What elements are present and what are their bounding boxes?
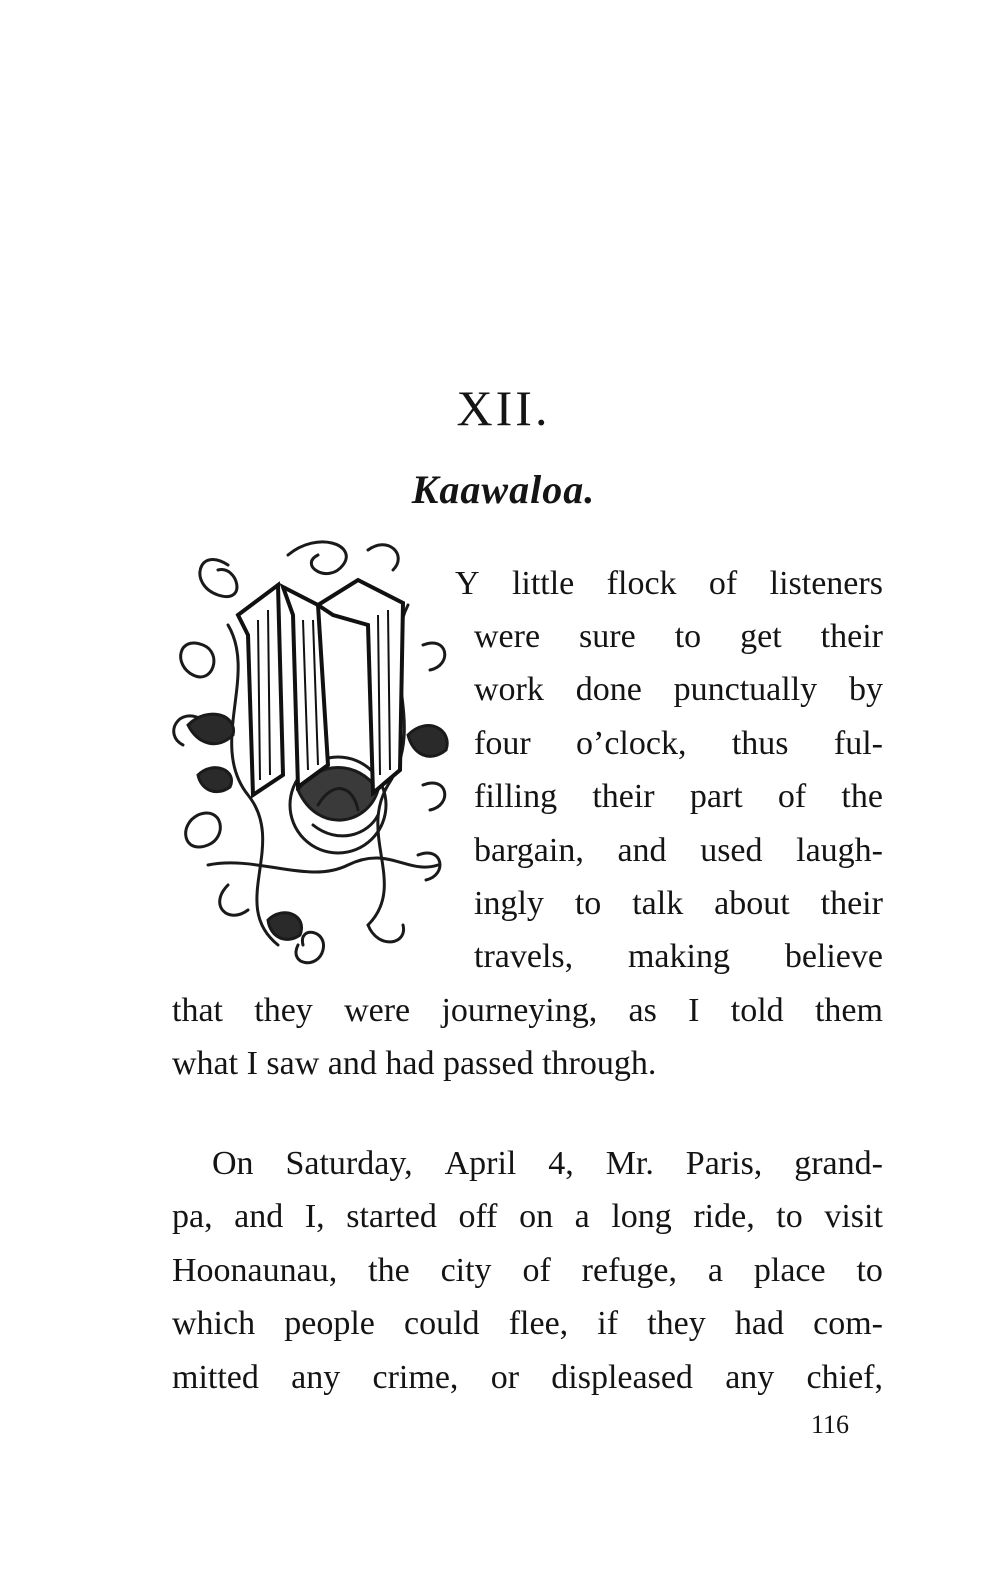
word: filling <box>474 778 558 815</box>
word: chief, <box>806 1359 883 1396</box>
word: travels, <box>474 938 574 975</box>
word: a <box>574 1198 590 1235</box>
text-line <box>474 935 883 979</box>
word: of <box>522 1252 551 1289</box>
word: flee, <box>508 1305 569 1342</box>
word: about <box>714 885 790 922</box>
word: place <box>753 1252 826 1289</box>
text-line <box>474 829 883 873</box>
word: or <box>490 1359 520 1396</box>
word: ful- <box>833 725 883 762</box>
word: little <box>511 565 575 602</box>
word: refuge, <box>581 1252 677 1289</box>
word: Paris, <box>685 1145 763 1182</box>
word: they <box>647 1305 706 1342</box>
word: visit <box>824 1198 883 1235</box>
chapter-number: XII. <box>456 380 551 436</box>
word: by <box>849 671 883 708</box>
word: pa, <box>172 1198 213 1235</box>
word: the <box>841 778 883 815</box>
text-line <box>474 882 883 926</box>
word: of <box>777 778 807 815</box>
word: and <box>617 832 667 869</box>
word: as <box>628 992 657 1029</box>
word: city <box>440 1252 492 1289</box>
word: their <box>820 885 883 922</box>
word: used <box>700 832 763 869</box>
word: were <box>344 992 411 1029</box>
word: crime, <box>372 1359 459 1396</box>
word: thus <box>731 725 789 762</box>
word: com- <box>813 1305 883 1342</box>
word: flock <box>606 565 677 602</box>
word: had <box>734 1305 784 1342</box>
text-line <box>455 562 883 606</box>
word: any <box>291 1359 341 1396</box>
word: I, <box>304 1198 325 1235</box>
text-line <box>172 1249 883 1293</box>
text-line <box>172 1356 883 1400</box>
word: on <box>519 1198 554 1235</box>
text-line <box>172 1195 883 1239</box>
page-number: 116 <box>810 1410 850 1439</box>
word: to <box>674 618 702 655</box>
word: journeying, <box>441 992 598 1029</box>
word: what I saw and had passed through. <box>172 1045 657 1082</box>
word: listeners <box>769 565 883 602</box>
word: to <box>856 1252 883 1289</box>
word: punctually <box>673 671 818 708</box>
word: ride, <box>693 1198 755 1235</box>
word: Saturday, <box>285 1145 413 1182</box>
ornamental-drop-cap-m <box>168 525 458 975</box>
text-line <box>212 1142 883 1186</box>
word: 4, <box>548 1145 574 1182</box>
word: any <box>725 1359 775 1396</box>
word: to <box>574 885 602 922</box>
word: which <box>172 1305 256 1342</box>
chapter-title: Kaawaloa. <box>411 467 596 512</box>
text-line <box>172 1042 656 1086</box>
word: work <box>474 671 544 708</box>
word: told <box>730 992 784 1029</box>
word: their <box>820 618 883 655</box>
word: On <box>212 1145 254 1182</box>
word: mitted <box>172 1359 259 1396</box>
word: grand- <box>794 1145 883 1182</box>
word: were <box>474 618 541 655</box>
word: off <box>458 1198 498 1235</box>
word: ingly <box>474 885 544 922</box>
word: making <box>627 938 730 975</box>
word: could <box>404 1305 480 1342</box>
text-line <box>474 668 883 712</box>
text-line <box>474 722 883 766</box>
text-line <box>172 1302 883 1346</box>
word: that <box>172 992 223 1029</box>
word: o’clock, <box>576 725 687 762</box>
word: to <box>776 1198 803 1235</box>
word: long <box>611 1198 672 1235</box>
word: people <box>284 1305 375 1342</box>
word: if <box>597 1305 619 1342</box>
word: sure <box>579 618 636 655</box>
word: Hoonaunau, <box>172 1252 338 1289</box>
word: talk <box>632 885 684 922</box>
text-line <box>474 775 883 819</box>
word: believe <box>784 938 883 975</box>
word: Mr. <box>605 1145 654 1182</box>
word: the <box>368 1252 410 1289</box>
text-line <box>172 989 883 1033</box>
word: displeased <box>551 1359 693 1396</box>
word: Y <box>455 565 480 602</box>
word: started <box>346 1198 437 1235</box>
word: done <box>575 671 642 708</box>
word: and <box>234 1198 284 1235</box>
word: they <box>254 992 313 1029</box>
word: laugh- <box>796 832 883 869</box>
word: of <box>708 565 738 602</box>
text-line <box>474 615 883 659</box>
word: four <box>474 725 531 762</box>
word: their <box>592 778 655 815</box>
word: part <box>689 778 743 815</box>
word: them <box>814 992 883 1029</box>
word: get <box>740 618 782 655</box>
word: April <box>444 1145 517 1182</box>
word: a <box>707 1252 723 1289</box>
word: bargain, <box>474 832 584 869</box>
word: I <box>688 992 700 1029</box>
